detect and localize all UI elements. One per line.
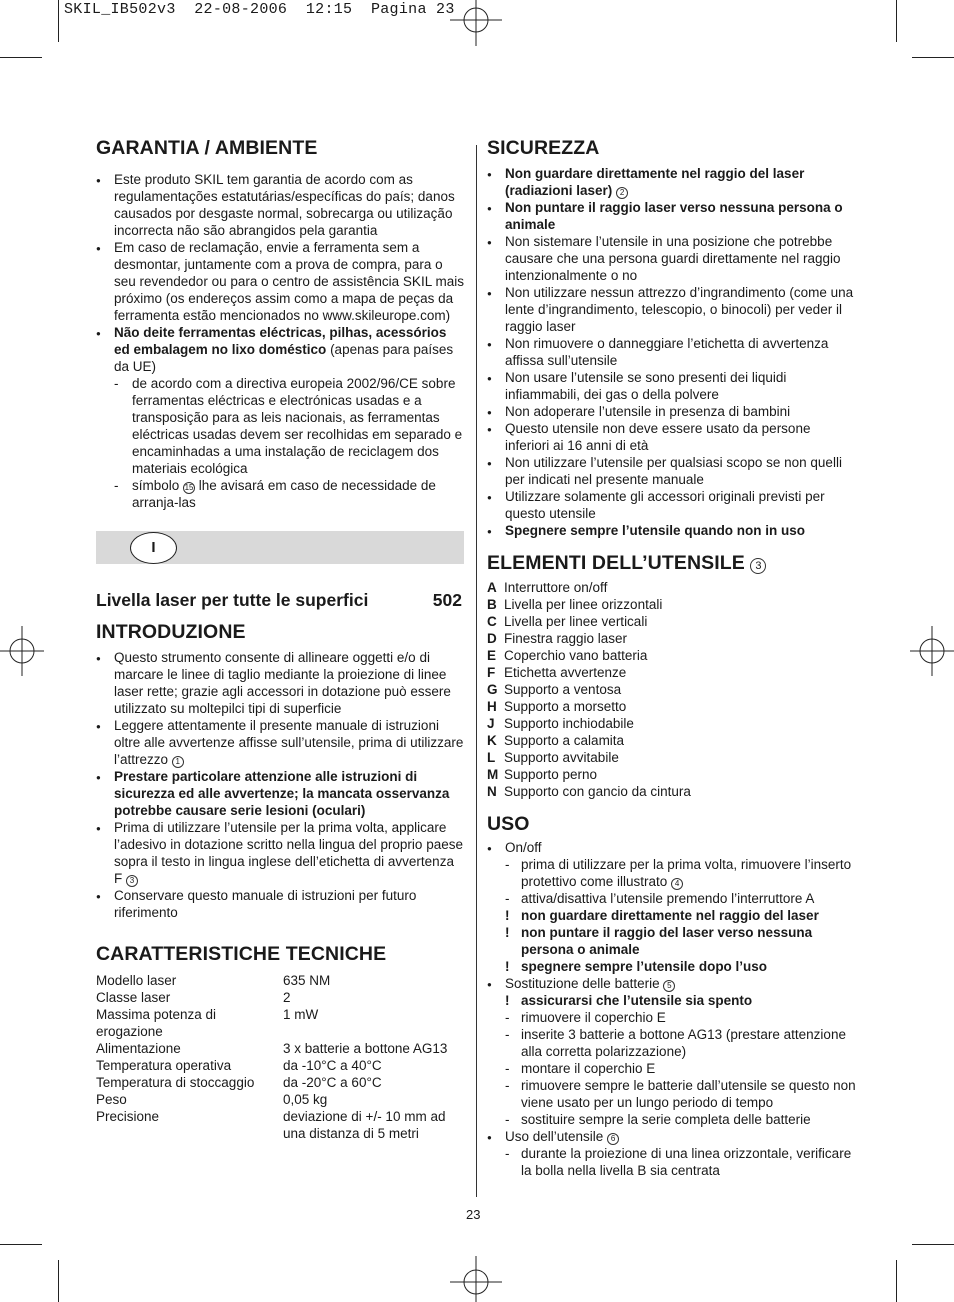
- part-label: Supporto con gancio da cintura: [504, 784, 691, 799]
- text: Uso dell’utensile: [505, 1129, 608, 1144]
- registration-mark-icon: [446, 1254, 506, 1302]
- crop-mark: [0, 1244, 42, 1245]
- part-item: [487, 579, 857, 596]
- part-label: Interruttore on/off: [504, 580, 608, 595]
- spec-value: 1 mW: [283, 1007, 319, 1022]
- spec-row: [96, 1057, 464, 1074]
- list-item: [96, 819, 464, 887]
- spec-key: Massima potenza di erogazione: [96, 1007, 217, 1039]
- figure-ref-icon: 3: [750, 558, 766, 574]
- spec-row: [96, 1091, 464, 1108]
- crop-mark: [58, 1260, 59, 1302]
- registration-mark-icon: [908, 622, 954, 680]
- sub-item: [487, 1026, 857, 1060]
- warning-marker: !: [505, 993, 510, 1008]
- sub-item: [114, 477, 464, 511]
- sub-item: [487, 1060, 857, 1077]
- list-item: [487, 975, 857, 992]
- introduzione-list: [96, 649, 464, 921]
- crop-mark: [912, 57, 954, 58]
- spec-row: [96, 1040, 464, 1057]
- part-item: [487, 647, 857, 664]
- sub-item: [487, 1111, 857, 1128]
- spec-value: da -20°C a 60°C: [283, 1075, 382, 1090]
- list-item: ● On/off: [487, 839, 857, 856]
- spec-key: Temperatura di stoccaggio: [96, 1075, 255, 1090]
- spec-key: Precisione: [96, 1109, 160, 1124]
- crop-mark: [896, 1260, 897, 1302]
- part-letter: C: [487, 614, 497, 629]
- page-number: 23: [466, 1207, 481, 1222]
- part-item: [487, 766, 857, 783]
- spec-row: [96, 1108, 464, 1142]
- warning-marker: !: [505, 925, 510, 940]
- list-item: ● Este produto SKIL tem garantia de acordo com as regulamentações estatutárias/específicas do país; danos causados por desgaste normal, sobrecarga ou utilização incorrecta não são abrangidos pela garantia: [96, 171, 464, 239]
- language-badge: I: [130, 532, 177, 564]
- part-letter: M: [487, 767, 499, 782]
- part-item: [487, 698, 857, 715]
- left-column: [96, 136, 464, 1142]
- part-item: [487, 783, 857, 800]
- list-item: [96, 324, 464, 511]
- dash-marker: -: [505, 1078, 510, 1093]
- text: assicurarsi che l’utensile sia spento: [521, 993, 753, 1008]
- text: non puntare il raggio del laser verso nessuna persona o animale: [521, 925, 813, 957]
- text: Prima di utilizzare l’utensile per la prima volta, applicare l’adesivo in dotazione scritto nella lingua del proprio paese sopra il testo in lingua inglese dell’etichetta di avvertenza F: [114, 820, 463, 886]
- warning-item: [487, 958, 857, 975]
- spec-value: 0,05 kg: [283, 1092, 328, 1107]
- sub-item: - de acordo com a directiva europeia 2002/96/CE sobre ferramentas eléctricas e electrónicas usadas e a transposição para as leis nacionais, as ferramentas eléctricas usadas devem ser recolhidas em separado e encaminhadas a uma instalação de reciclagem dos materiais ecológica: [114, 375, 464, 477]
- list-item: ● Non adoperare l’utensile in presenza di bambini: [487, 403, 857, 420]
- list-item: ● Non puntare il raggio laser verso nessuna persona o animale: [487, 199, 857, 233]
- text: non guardare direttamente nel raggio del laser: [521, 908, 819, 923]
- figure-ref-icon: 15: [184, 483, 194, 492]
- sub-item: [487, 1145, 857, 1179]
- list-item: ● Non utilizzare l’utensile per qualsiasi scopo se non quelli per indicati nel presente manuale: [487, 454, 857, 488]
- warning-marker: !: [505, 908, 510, 923]
- part-letter: G: [487, 682, 498, 697]
- spec-key: Temperatura operativa: [96, 1058, 232, 1073]
- text: inserite 3 batterie a bottone AG13 (prestare attenzione alla corretta polarizzazione): [521, 1027, 846, 1059]
- dash-marker: -: [505, 1146, 510, 1161]
- right-column: [487, 136, 857, 1179]
- part-label: Supporto perno: [504, 767, 598, 782]
- text: sostituire sempre la serie completa delle batterie: [521, 1112, 811, 1127]
- spec-value: 3 x batterie a bottone AG13: [283, 1041, 448, 1056]
- figure-ref-icon: 4: [671, 878, 683, 890]
- sicurezza-list: [487, 165, 857, 539]
- text: rimuovere sempre le batterie dall’utensile se questo non viene usato per un lungo periodo di tempo: [521, 1078, 856, 1110]
- sub-item: [487, 1077, 857, 1111]
- sub-item: [487, 890, 857, 907]
- section-title-elementi: [487, 551, 857, 575]
- spec-key: Peso: [96, 1092, 127, 1107]
- part-letter: L: [487, 750, 496, 765]
- uso-list: [487, 839, 857, 1179]
- part-letter: F: [487, 665, 496, 680]
- section-title-sicurezza: SICUREZZA: [487, 137, 600, 159]
- figure-ref-icon: 1: [172, 756, 184, 768]
- warning-item: [487, 992, 857, 1009]
- bold-text: Não deite ferramentas eléctricas, pilhas, acessórios ed embalagem no lixo doméstico: [114, 325, 447, 357]
- section-title-introduzione: INTRODUZIONE: [96, 621, 246, 643]
- text: montare il coperchio E: [521, 1061, 656, 1076]
- part-letter: B: [487, 597, 497, 612]
- text: símbolo: [132, 478, 184, 493]
- crop-mark: [0, 57, 42, 58]
- spec-value: deviazione di +/- 10 mm ad una distanza di 5 metri: [283, 1109, 446, 1141]
- figure-ref-icon: 6: [607, 1133, 619, 1145]
- part-item: [487, 732, 857, 749]
- dash-marker: -: [505, 1061, 510, 1076]
- part-label: Supporto a ventosa: [504, 682, 622, 697]
- warning-item: [487, 924, 857, 958]
- text: lhe avisará em caso de necessidade de arranja-las: [132, 478, 436, 510]
- part-label: Supporto inchiodabile: [504, 716, 634, 731]
- dash-marker: -: [505, 1027, 510, 1042]
- spec-value: 635 NM: [283, 973, 331, 988]
- part-item: [487, 715, 857, 732]
- list-item: ● Conservare questo manuale di istruzioni per futuro riferimento: [96, 887, 464, 921]
- part-letter: K: [487, 733, 497, 748]
- product-model: 502: [432, 590, 462, 610]
- sub-item: [487, 856, 857, 890]
- crop-mark: [896, 0, 897, 42]
- sub-item: [487, 1009, 857, 1026]
- print-header: SKIL_IB502v3 22-08-2006 12:15 Pagina 23: [64, 1, 455, 18]
- part-item: [487, 664, 857, 681]
- part-label: Etichetta avvertenze: [504, 665, 627, 680]
- text: durante la proiezione di una linea orizzontale, verificare la bolla nella livella B sia centrata: [521, 1146, 852, 1178]
- part-label: Livella per linee verticali: [504, 614, 648, 629]
- list-item: ● Questo utensile non deve essere usato da persone inferiori ai 16 anni di età: [487, 420, 857, 454]
- part-letter: A: [487, 580, 497, 595]
- registration-mark-icon: [446, 0, 506, 48]
- registration-mark-icon: [0, 622, 46, 680]
- warning-marker: !: [505, 959, 510, 974]
- list-item: ● Prestare particolare attenzione alle istruzioni di sicurezza ed alle avvertenze; la mancata osservanza potrebbe causare serie lesioni (oculari): [96, 768, 464, 819]
- spec-value: 2: [283, 990, 291, 1005]
- list-item: ● Em caso de reclamação, envie a ferramenta sem a desmontar, juntamente com a prova de compra, para o seu revendedor ou para o centro de assistência SKIL mais próximo (os endereços assim como a mapa de peças da ferramenta estão mencionados no www.skileurope.com): [96, 239, 464, 324]
- part-letter: E: [487, 648, 497, 663]
- specs-table: [96, 972, 464, 1142]
- list-item: [96, 717, 464, 768]
- part-item: [487, 613, 857, 630]
- dash-marker: -: [505, 1112, 510, 1127]
- text: rimuovere il coperchio E: [521, 1010, 666, 1025]
- crop-mark: [58, 0, 59, 42]
- list-item: [487, 165, 857, 199]
- part-label: Coperchio vano batteria: [504, 648, 648, 663]
- heading-text: ELEMENTI DELL’UTENSILE: [487, 552, 745, 574]
- dash-marker: -: [505, 857, 510, 872]
- product-title: [96, 589, 464, 611]
- part-label: Supporto avvitabile: [504, 750, 619, 765]
- spec-key: Alimentazione: [96, 1041, 181, 1056]
- part-letter: H: [487, 699, 497, 714]
- part-item: [487, 596, 857, 613]
- text: spegnere sempre l’utensile dopo l’uso: [521, 959, 768, 974]
- language-bar: [96, 531, 464, 564]
- spec-row: [96, 972, 464, 989]
- dash-marker: -: [505, 1010, 510, 1025]
- part-label: Supporto a morsetto: [504, 699, 627, 714]
- list-item: ● Spegnere sempre l’utensile quando non in uso: [487, 522, 857, 539]
- text: (apenas para países da UE): [114, 342, 454, 374]
- text: Leggere attentamente il presente manuale di istruzioni oltre alle avvertenze affisse sull’utensile, prima di utilizzare l’attrezzo: [114, 718, 464, 767]
- section-title-uso: USO: [487, 813, 530, 835]
- part-item: [487, 681, 857, 698]
- list-item: ● Non usare l’utensile se sono presenti dei liquidi infiammabili, dei gas o della polvere: [487, 369, 857, 403]
- dash-marker: -: [505, 891, 510, 906]
- list-item: ● Non sistemare l’utensile in una posizione che potrebbe causare che una persona guardi direttamente nel raggio intenzionalmente o no: [487, 233, 857, 284]
- section-title-specs: CARATTERISTICHE TECNICHE: [96, 943, 387, 965]
- figure-ref-icon: 3: [126, 875, 138, 887]
- figure-ref-icon: 5: [663, 980, 675, 992]
- parts-list: [487, 579, 857, 800]
- part-label: Livella per linee orizzontali: [504, 597, 663, 612]
- warning-item: [487, 907, 857, 924]
- section-title-garantia: GARANTIA / AMBIENTE: [96, 137, 318, 159]
- spec-row: [96, 1006, 464, 1040]
- text: attiva/disattiva l’utensile premendo l’interruttore A: [521, 891, 815, 906]
- part-letter: N: [487, 784, 497, 799]
- spec-key: Classe laser: [96, 990, 171, 1005]
- text: Sostituzione delle batterie: [505, 976, 664, 991]
- column-divider: [476, 145, 477, 1197]
- part-label: Supporto a calamita: [504, 733, 625, 748]
- garantia-list: [96, 171, 464, 511]
- part-item: [487, 630, 857, 647]
- crop-mark: [912, 1244, 954, 1245]
- list-item: ● Non utilizzare nessun attrezzo d’ingrandimento (come una lente d’ingrandimento, telescopio, o binocoli) per veder il raggio laser: [487, 284, 857, 335]
- product-name: Livella laser per tutte le superfici: [96, 590, 369, 610]
- part-letter: J: [487, 716, 495, 731]
- spec-row: [96, 989, 464, 1006]
- text: prima di utilizzare per la prima volta, rimuovere l’inserto protettivo come illustrato: [521, 857, 852, 889]
- list-item: ● Utilizzare solamente gli accessori originali previsti per questo utensile: [487, 488, 857, 522]
- list-item: [487, 1128, 857, 1145]
- part-item: [487, 749, 857, 766]
- figure-ref-icon: 2: [616, 187, 628, 199]
- list-item: ● Non rimuovere o danneggiare l’etichetta di avvertenza affissa sull’utensile: [487, 335, 857, 369]
- bold-text: Non guardare direttamente nel raggio del laser (radiazioni laser): [505, 166, 805, 198]
- part-letter: D: [487, 631, 497, 646]
- spec-value: da -10°C a 40°C: [283, 1058, 382, 1073]
- part-label: Finestra raggio laser: [504, 631, 628, 646]
- spec-row: [96, 1074, 464, 1091]
- spec-key: Modello laser: [96, 973, 177, 988]
- list-item: ● Questo strumento consente di allineare oggetti e/o di marcare le linee di taglio mediante la proiezione di linee laser rette; grazie agli accessori in dotazione può essere utilizzato su moltepilci tipi di superficie: [96, 649, 464, 717]
- sub-list: [114, 375, 464, 511]
